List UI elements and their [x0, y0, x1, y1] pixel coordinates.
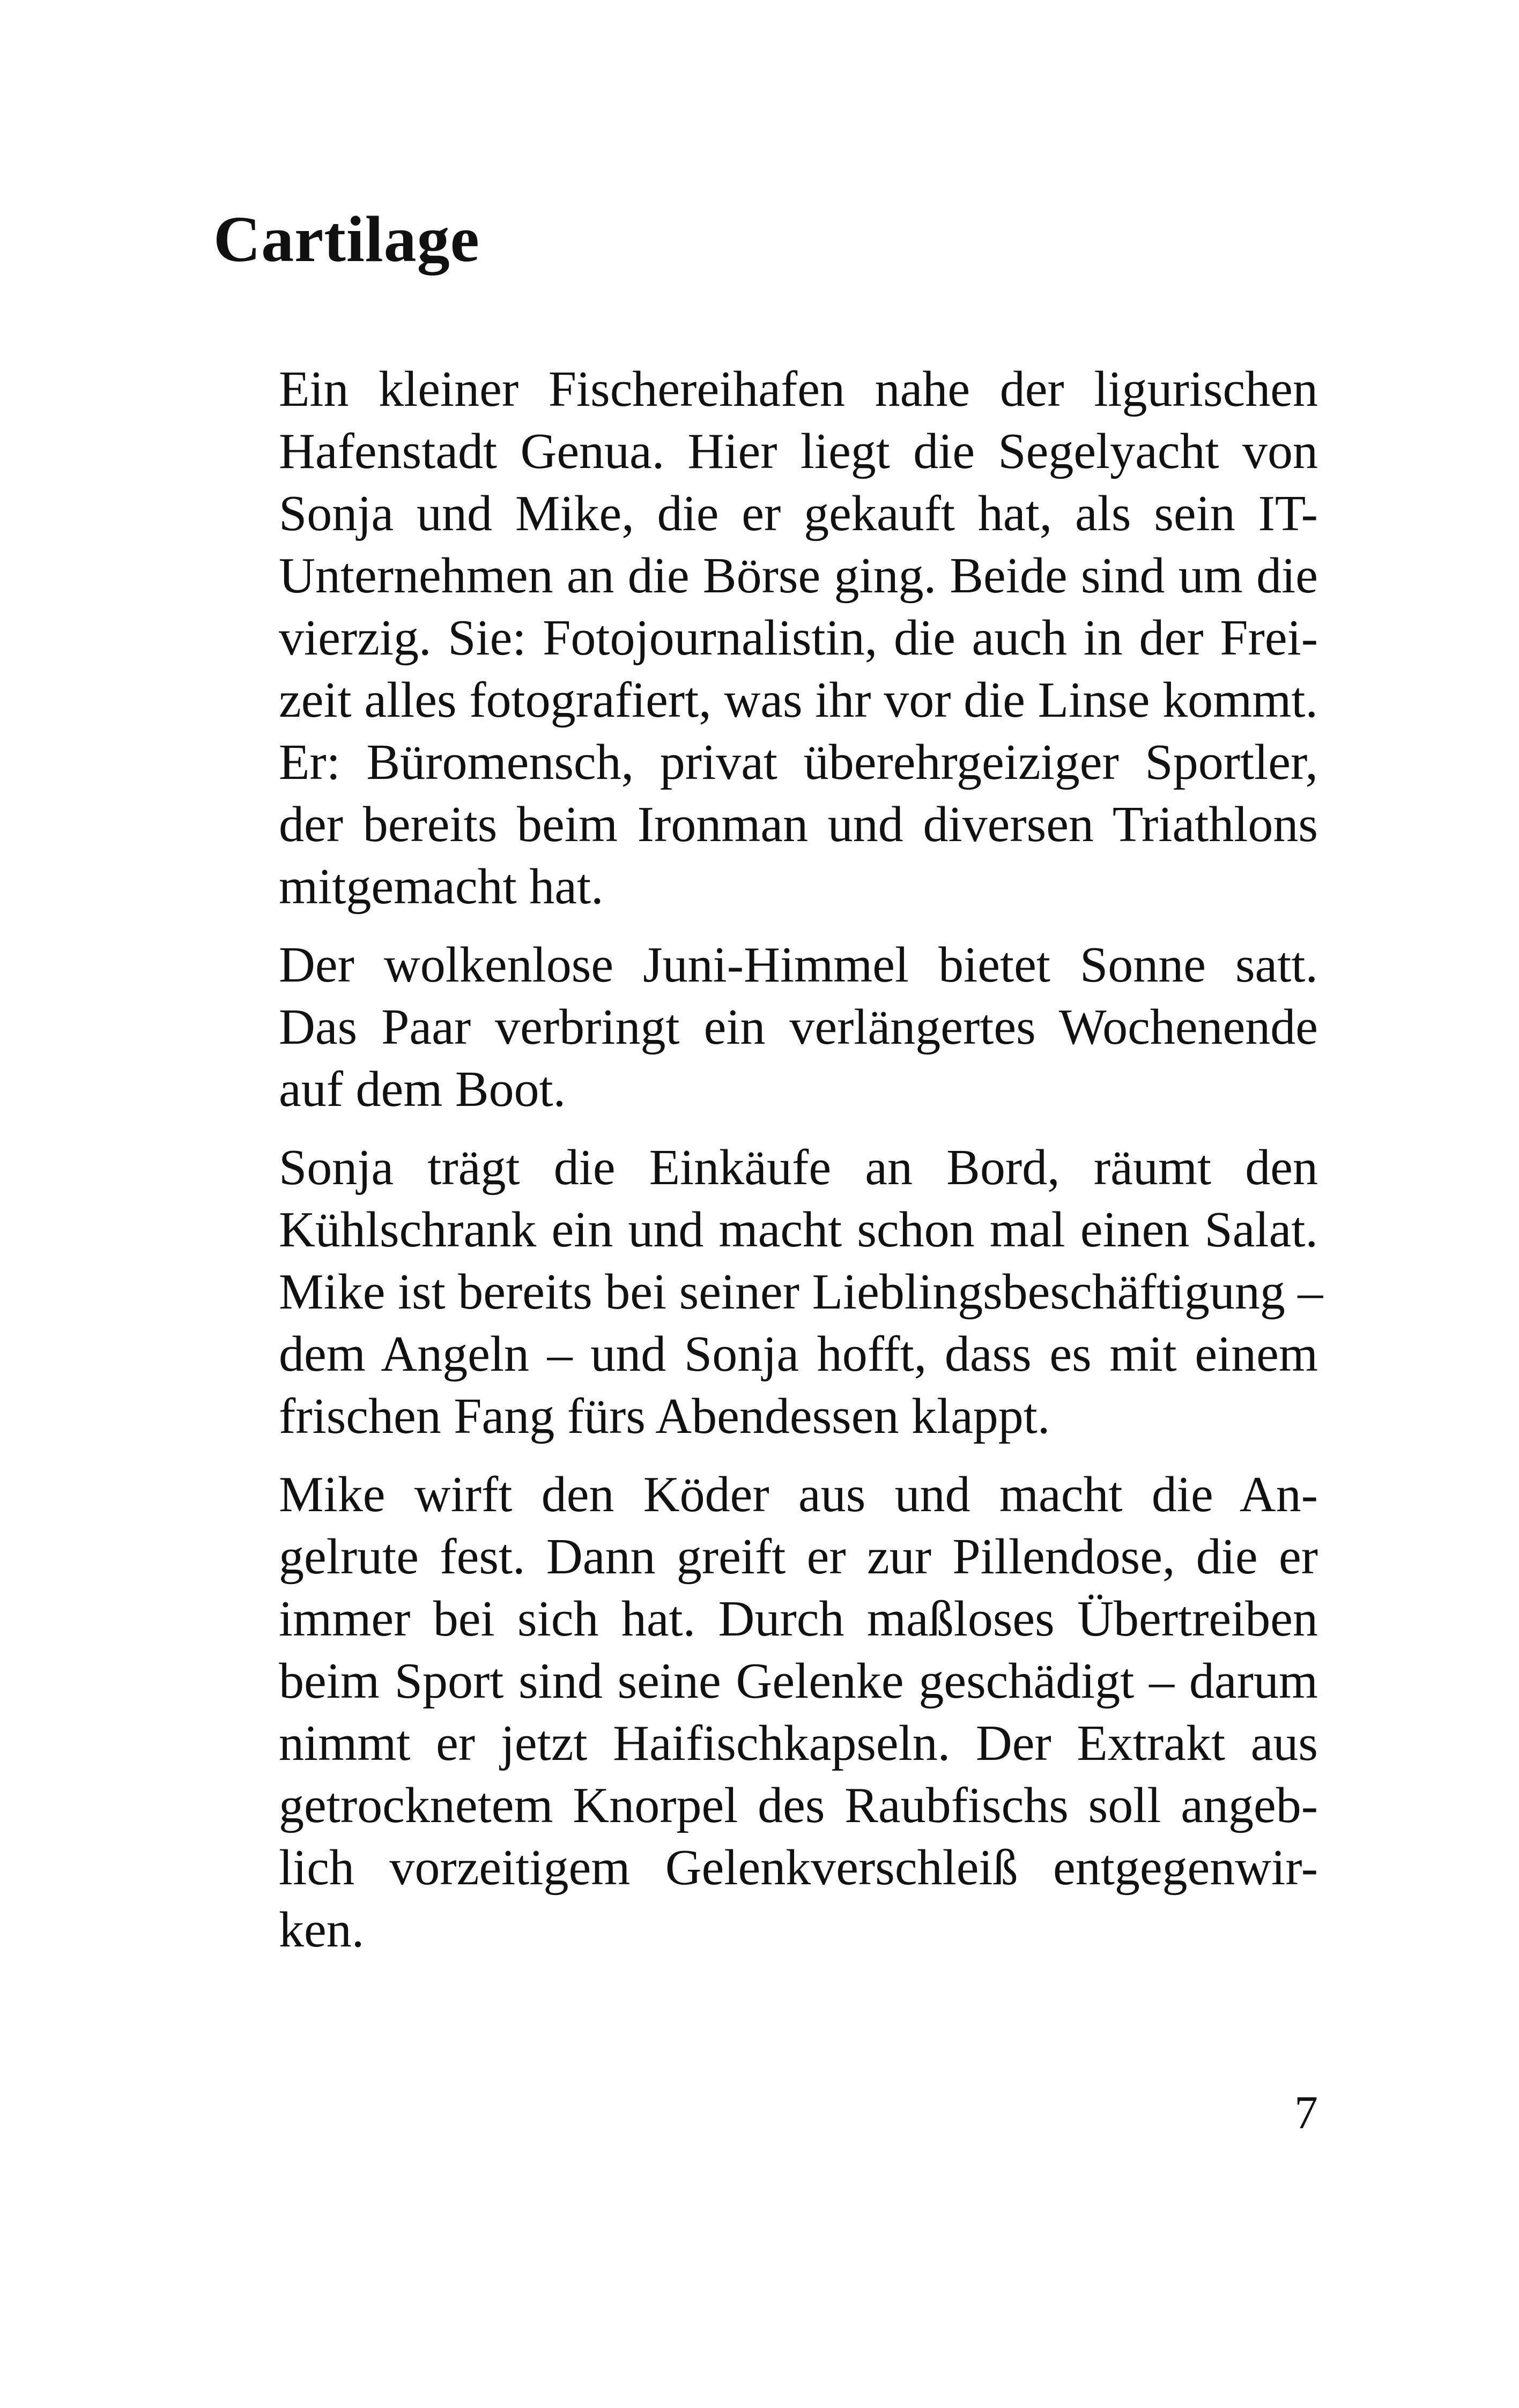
page-number: 7	[1294, 2087, 1318, 2139]
text-line: immer bei sich hat. Durch maßloses Übertreiben	[279, 1591, 1318, 1647]
text-line: der bereits beim Ironman und diversen Triathlons	[279, 797, 1318, 852]
paragraph-4	[213, 1463, 1318, 1961]
text-line: Sonja und Mike, die er gekauft hat, als sein IT-	[279, 486, 1318, 541]
text-line: lich vorzeitigem Gelenkverschleiß entgegenwir-	[279, 1840, 1318, 1896]
text-line: Der wolkenlose Juni-Himmel bietet Sonne satt.	[279, 937, 1318, 993]
text-line: frischen Fang fürs Abendessen klappt.	[279, 1388, 1050, 1444]
text-line: Das Paar verbringt ein verlängertes Wochenende	[279, 999, 1318, 1055]
body-text	[213, 358, 1323, 1977]
page-title: Cartilage	[213, 203, 480, 276]
text-line: beim Sport sind seine Gelenke geschädigt – darum	[279, 1653, 1318, 1709]
paragraph-3	[213, 1136, 1323, 1447]
text-line: nimmt er jetzt Haifischkapseln. Der Extrakt aus	[279, 1715, 1318, 1771]
text-line: Hafenstadt Genua. Hier liegt die Segelyacht von	[279, 423, 1318, 479]
text-line: dem Angeln – und Sonja hofft, dass es mit einem	[279, 1326, 1318, 1382]
text-line: Sonja trägt die Einkäufe an Bord, räumt den	[279, 1140, 1318, 1195]
text-line: ken.	[279, 1902, 365, 1958]
text-line: vierzig. Sie: Fotojournalistin, die auch in der Frei-	[279, 610, 1318, 666]
paragraph-1	[213, 358, 1318, 918]
text-line: Mike ist bereits bei seiner Lieblingsbeschäftigung –	[279, 1264, 1323, 1320]
text-line: getrocknetem Knorpel des Raubfischs soll angeb-	[279, 1778, 1318, 1833]
text-line: zeit alles fotografiert, was ihr vor die Linse kommt.	[279, 672, 1318, 728]
text-line: auf dem Boot.	[279, 1061, 566, 1117]
text-line: mitgemacht hat.	[279, 859, 604, 915]
text-line: Unternehmen an die Börse ging. Beide sind um die	[279, 548, 1318, 604]
text-line: gelrute fest. Dann greift er zur Pillendose, die er	[279, 1529, 1318, 1585]
paragraph-2	[213, 934, 1318, 1120]
text-line: Kühlschrank ein und macht schon mal einen Salat.	[279, 1202, 1318, 1258]
text-line: Er: Büromensch, privat überehrgeiziger Sportler,	[279, 734, 1318, 790]
text-line: Ein kleiner Fischereihafen nahe der ligurischen	[279, 361, 1318, 417]
text-line: Mike wirft den Köder aus und macht die An-	[279, 1467, 1318, 1522]
